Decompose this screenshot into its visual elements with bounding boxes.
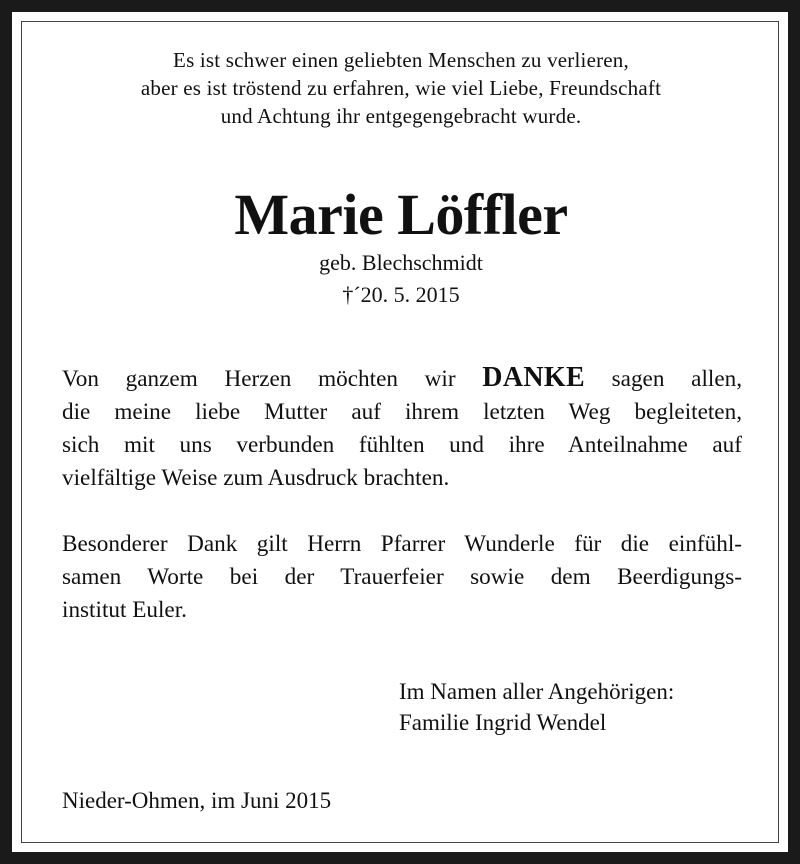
maiden-name: geb. Blechschmidt (319, 250, 483, 275)
thanks-intro-text: Von ganzem Herzen möchten wir (62, 366, 456, 392)
motto-line: aber es ist tröstend zu erfahren, wie viel Liebe, Freundschaft (140, 76, 662, 100)
signature-line: Im Namen aller Angehörigen: (399, 679, 675, 704)
paragraph-line (62, 361, 742, 396)
notice-content (12, 12, 788, 852)
thanks-intro-end: sagen allen, (611, 366, 743, 392)
thanks-paragraph (62, 361, 742, 495)
motto-line: und Achtung ihr entgegengebracht wurde. (220, 104, 582, 128)
danke-emphasis: DANKE (482, 362, 585, 393)
paragraph-line: samen Worte bei der Trauerfeier sowie dem Beerdigungs- (62, 564, 742, 590)
paragraph-line: institut Euler. (62, 597, 187, 623)
special-thanks-paragraph (62, 528, 742, 627)
motto-line: Es ist schwer einen geliebten Menschen zu verlieren, (173, 48, 629, 72)
place-and-date: Nieder-Ohmen, im Juni 2015 (62, 788, 332, 813)
paragraph-line: vielfältige Weise zum Ausdruck brachten. (62, 465, 450, 491)
paragraph-line: sich mit uns verbunden fühlten und ihre Anteilnahme auf (62, 432, 742, 458)
paragraph-line: die meine liebe Mutter auf ihrem letzten Weg begleiteten, (62, 399, 742, 425)
signature-family: Familie Ingrid Wendel (399, 710, 607, 735)
death-date: †´20. 5. 2015 (342, 282, 460, 307)
motto-verse (13, 46, 789, 130)
paragraph-line: Besonderer Dank gilt Herrn Pfarrer Wunderle für die einfühl- (62, 531, 742, 557)
deceased-name: Marie Löffler (234, 182, 568, 247)
signature-block (399, 676, 674, 738)
